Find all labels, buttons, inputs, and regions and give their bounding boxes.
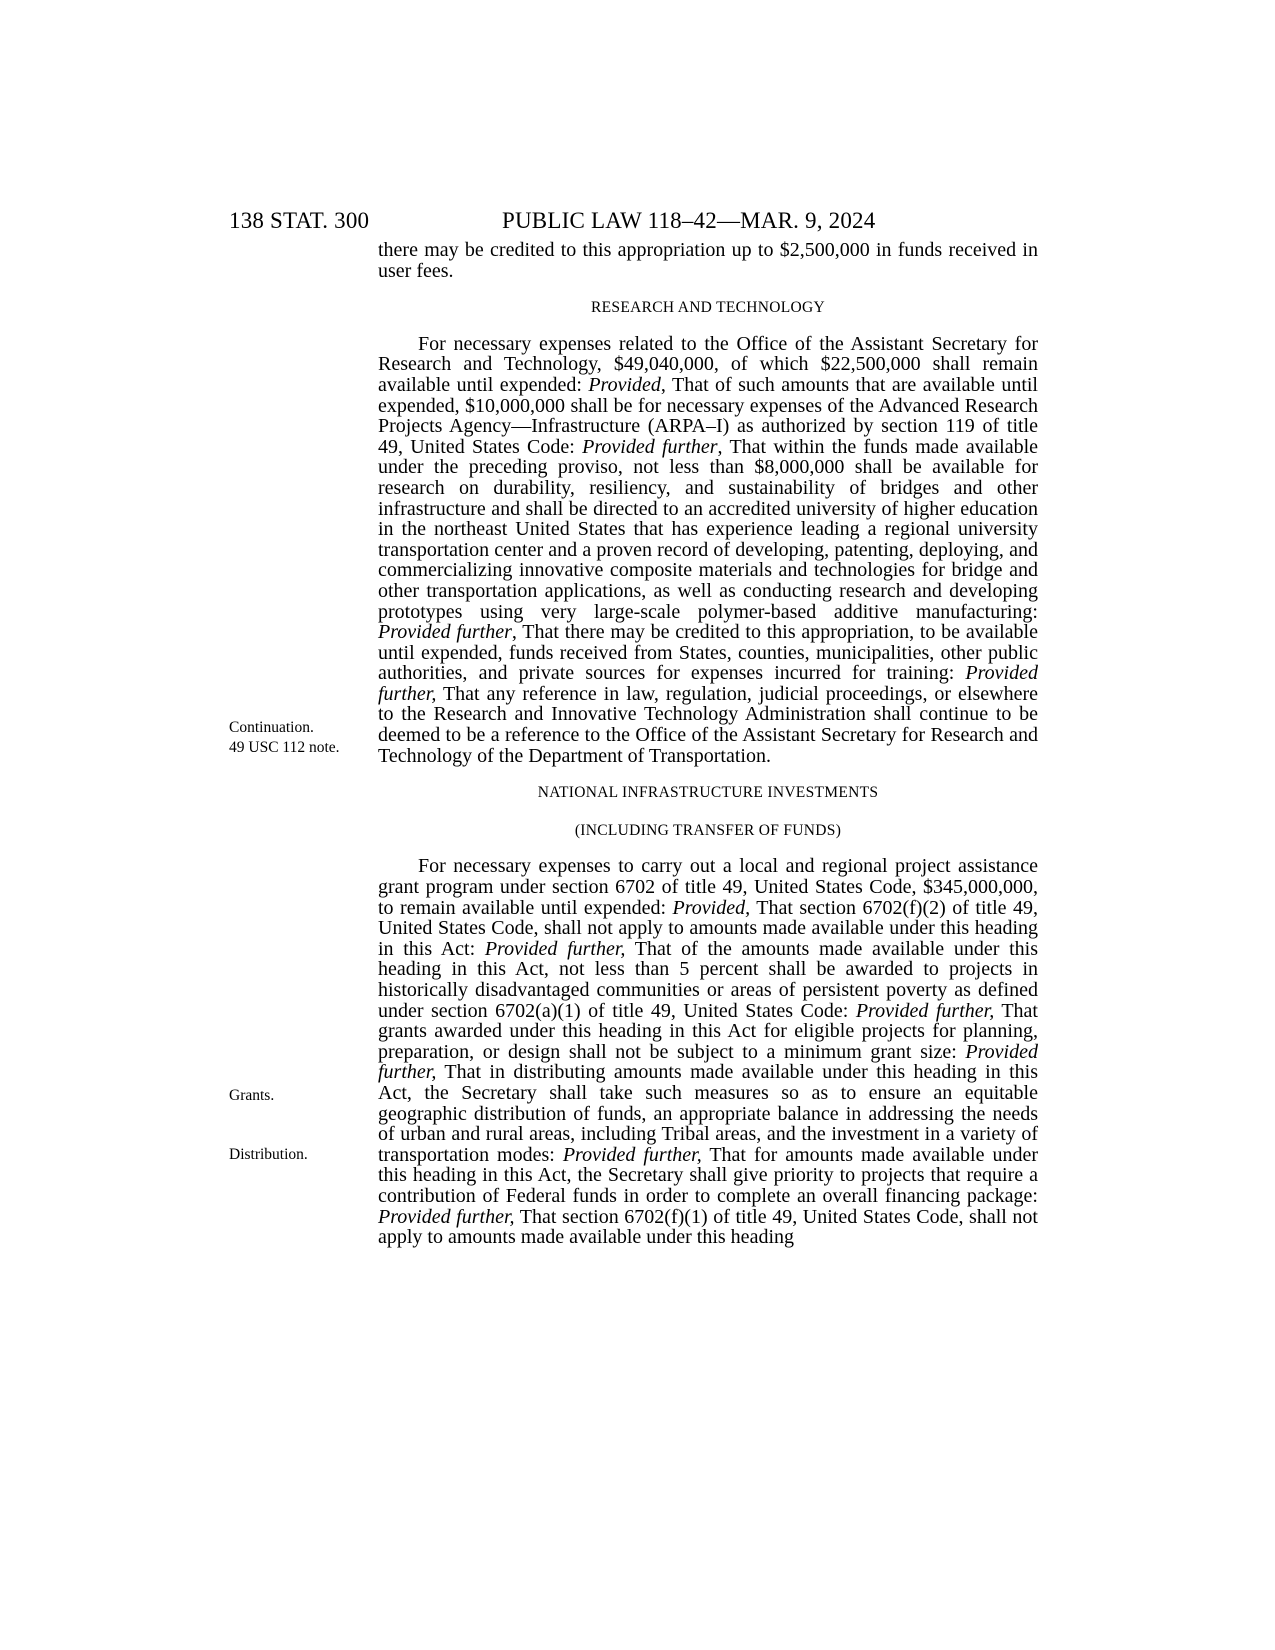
proviso-italic: Provided further,	[378, 1040, 1038, 1084]
proviso-italic: Provided further	[378, 621, 512, 644]
heading-national-infrastructure-investments: NATIONAL INFRASTRUCTURE INVESTMENTS	[537, 784, 879, 802]
proviso-italic: Provided further,	[378, 1205, 515, 1228]
text-run: For necessary expenses to carry out a local and regional project assistance grant program under section 6702 of title 49, United States Code, $345,000,000, to remain available until expended:	[378, 855, 1038, 919]
public-law-title: PUBLIC LAW 118–42—MAR. 9, 2024	[502, 208, 876, 233]
text-run: That for amounts made available under this heading in this Act, the Secretary shall give priority to projects that require a contribution of Federal funds in order to complete an overall financing package:	[378, 1143, 1038, 1207]
proviso-italic: Provided	[588, 373, 661, 396]
margin-note-line: 49 USC 112 note.	[229, 739, 340, 756]
text-run: , That within the funds made available under the preceding proviso, not less than $8,000,000 shall be available for research on durability, resiliency, and sustainability of bridges and other infrastructure and shall be directed to an accredited university of higher education in the northeast United States that has experience leading a regional university transportation center and a proven record of developing, patenting, deploying, and commercializing innovative composite materials and technologies for bridge and other transportation applications, as well as conducting research and developing prototypes using very large-scale polymer-based additive manufacturing:	[378, 435, 1039, 623]
text-run: That section 6702(f)(2) of title 49, United States Code, shall not apply to amounts made available under this heading in this Act:	[378, 896, 1038, 960]
text-run: , That of such amounts that are available until expended, $10,000,000 shall be for necessary expenses of the Advanced Research Projects Agency—Infrastructure (ARPA–I) as authorized by section 119 of title 49, United States Code:	[378, 373, 1038, 458]
proviso-italic: Provided further,	[562, 1143, 702, 1166]
margin-note-continuation	[229, 718, 340, 758]
text-run: That of the amounts made available under this heading in this Act, not less than 5 percent shall be awarded to projects in historically disadvantaged communities or areas of persistent poverty as defined under section 6702(a)(1) of title 49, United States Code:	[378, 937, 1038, 1022]
main-text-column	[378, 240, 1038, 1248]
proviso-italic: Provided,	[672, 896, 751, 919]
opening-paragraph: there may be credited to this appropriation up to $2,500,000 in funds received in user fees.	[378, 239, 1038, 282]
margin-note-grants: Grants.	[229, 1087, 275, 1104]
text-run: , That there may be credited to this appropriation, to be available until expended, funds received from States, counties, municipalities, other public authorities, and private sources for expenses incurred for training:	[378, 621, 1038, 685]
page-header	[229, 208, 1029, 238]
proviso-italic: Provided further,	[484, 937, 626, 960]
text-run: For necessary expenses related to the Office of the Assistant Secretary for Research and Technology, $49,040,000, of which $22,500,000 shall remain available until expended:	[378, 332, 1038, 396]
heading-including-transfer-of-funds: (INCLUDING TRANSFER OF FUNDS)	[574, 821, 842, 839]
proviso-italic: Provided further,	[378, 662, 1038, 705]
national-infrastructure-paragraph	[378, 856, 1038, 1247]
margin-note-distribution: Distribution.	[229, 1146, 308, 1163]
proviso-italic: Provided further,	[855, 999, 995, 1022]
text-run: That grants awarded under this heading in this Act for eligible projects for planning, preparation, or design shall not be subject to a minimum grant size:	[378, 999, 1038, 1063]
text-run: That in distributing amounts made available under this heading in this Act, the Secretary shall take such measures so as to ensure an equitable geographic distribution of funds, an appropriate balance in addressing the needs of urban and rural areas, including Tribal areas, and the investment in a variety of transportation modes:	[378, 1061, 1038, 1166]
text-run: That any reference in law, regulation, judicial proceedings, or elsewhere to the Research and Innovative Technology Administration shall continue to be deemed to be a reference to the Office of the Assistant Secretary for Research and Technology of the Department of Transportation.	[378, 682, 1038, 767]
text-run: That section 6702(f)(1) of title 49, United States Code, shall not apply to amounts made available under this heading	[378, 1205, 1038, 1249]
heading-research-and-technology: RESEARCH AND TECHNOLOGY	[591, 299, 825, 317]
margin-note-line: Continuation.	[229, 719, 314, 736]
research-paragraph	[378, 334, 1038, 766]
statute-page-reference: 138 STAT. 300	[229, 208, 370, 233]
proviso-italic: Provided further	[582, 435, 718, 458]
